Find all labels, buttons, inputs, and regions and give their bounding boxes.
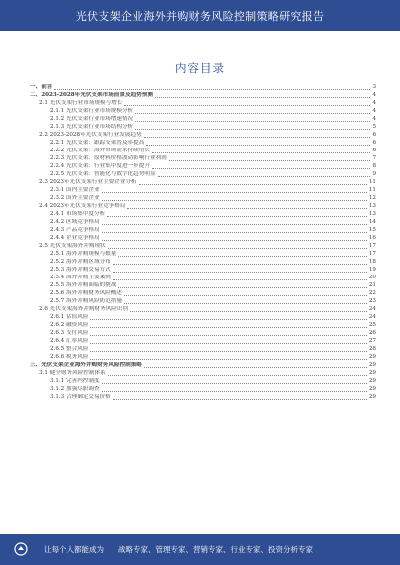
toc-leader-dots xyxy=(135,121,370,122)
table-of-contents xyxy=(30,84,376,402)
toc-entry-page: 25 xyxy=(368,322,376,329)
toc-entry-page: 28 xyxy=(368,345,376,352)
toc-entry-page: 6 xyxy=(372,131,376,138)
toc-entry-label: 2.1 光伏支架行业市场规模与增长 xyxy=(39,99,123,106)
toc-entry-label: 2.6.1 估值风险 xyxy=(50,314,89,321)
toc-entry-label: 2.3.2 国外主要企业 xyxy=(50,195,100,202)
toc-leader-dots xyxy=(102,391,367,392)
toc-entry-label: 2.6.4 汇率风险 xyxy=(50,338,89,344)
toc-entry[interactable] xyxy=(30,171,376,179)
toc-leader-dots xyxy=(118,287,367,288)
toc-entry-label: 三、光伏支架企业海外并购财务风险控制策略 xyxy=(30,361,142,368)
toc-entry-page: 12 xyxy=(368,195,376,202)
toc-heading: 内容目录 xyxy=(175,61,225,75)
toc-entry[interactable] xyxy=(30,282,376,290)
toc-entry-label: 3.1.2 加强尽职调查 xyxy=(50,385,100,392)
toc-leader-dots xyxy=(90,319,366,320)
toc-entry[interactable] xyxy=(30,354,376,362)
toc-entry[interactable] xyxy=(30,298,376,306)
toc-entry-page: 4 xyxy=(372,99,376,106)
toc-entry-page: 5 xyxy=(372,123,376,130)
toc-entry-label: 2.5.4 海外并购主要案例 xyxy=(50,274,111,281)
toc-entry-label: 2.2.4 光伏支架：行业集中度进一步提升 xyxy=(50,163,150,170)
toc-entry-page: 24 xyxy=(368,306,376,313)
toc-leader-dots xyxy=(113,264,367,265)
toc-entry-page: 29 xyxy=(368,369,376,376)
toc-entry[interactable] xyxy=(30,267,376,275)
toc-entry-page: 16 xyxy=(368,234,376,241)
toc-leader-dots xyxy=(152,168,371,169)
toc-entry-page: 22 xyxy=(368,290,376,297)
toc-entry-label: 2.6 光伏支架海外并购财务风险识别 xyxy=(39,306,128,313)
toc-entry-label: 2.3 2023年光伏支架行业主要企业分析 xyxy=(39,179,137,186)
toc-entry-label: 2.5.2 海外并购区域分布 xyxy=(50,258,111,265)
toc-entry-label: 2.4.2 区域竞争格局 xyxy=(50,218,100,225)
toc-entry-label: 二、2023-2028年光伏支架市场前景及趋势预测 xyxy=(30,91,153,98)
report-footer-bar xyxy=(0,534,400,565)
toc-entry-label: 2.4.4 企业竞争格局 xyxy=(50,234,100,241)
toc-leader-dots xyxy=(158,176,371,177)
toc-entry-label: 3.1 健全财务风险控制体系 xyxy=(39,369,106,376)
toc-entry[interactable] xyxy=(30,140,376,148)
toc-entry[interactable] xyxy=(30,290,376,298)
toc-entry-label: 2.1.2 光伏支架行业市场增速情况 xyxy=(50,115,134,122)
toc-entry-label: 2.2 2023-2028年光伏支架行业发展趋势 xyxy=(39,131,142,138)
toc-leader-dots xyxy=(102,224,367,225)
toc-entry-page: 8 xyxy=(372,163,376,170)
toc-entry-page: 17 xyxy=(368,250,376,257)
toc-leader-dots xyxy=(102,232,367,233)
toc-leader-dots xyxy=(155,97,370,98)
toc-entry[interactable] xyxy=(30,378,376,386)
toc-entry-page: 29 xyxy=(368,377,376,384)
toc-entry[interactable] xyxy=(30,394,376,402)
toc-entry-label: 2.5.5 海外并购面临的挑战 xyxy=(50,282,117,289)
toc-entry-page: 29 xyxy=(368,385,376,392)
toc-leader-dots xyxy=(127,208,366,209)
toc-entry[interactable] xyxy=(30,203,376,211)
toc-entry[interactable] xyxy=(30,346,376,354)
toc-leader-dots xyxy=(102,200,367,201)
toc-entry-label: 2.5 光伏支架海外并购现状 xyxy=(39,242,106,249)
toc-leader-dots xyxy=(90,327,366,328)
toc-entry[interactable] xyxy=(30,362,376,370)
toc-entry-page: 24 xyxy=(368,314,376,321)
toc-entry[interactable] xyxy=(30,306,376,314)
toc-leader-dots xyxy=(102,383,367,384)
toc-entry[interactable] xyxy=(30,92,376,100)
toc-entry-page: 9 xyxy=(372,171,376,178)
toc-entry-label: 2.6.5 整合风险 xyxy=(50,345,89,352)
footer-tags: 战略专家、管理专家、营销专家、行业专家、投资分析专家 xyxy=(118,545,313,554)
toc-entry-label: 2.5.7 海外并购风险防范措施 xyxy=(50,298,122,305)
toc-entry-page: 18 xyxy=(368,258,376,265)
toc-entry[interactable] xyxy=(30,108,376,116)
toc-entry[interactable] xyxy=(30,179,376,187)
toc-leader-dots xyxy=(113,272,367,273)
toc-entry-label: 2.4 2023年光伏支架行业竞争格局 xyxy=(39,203,126,210)
report-header-bar xyxy=(0,0,400,31)
toc-entry[interactable] xyxy=(30,251,376,259)
toc-entry-page: 29 xyxy=(368,393,376,400)
toc-leader-dots xyxy=(152,152,371,153)
toc-entry-page: 13 xyxy=(368,211,376,217)
toc-entry-page: 20 xyxy=(368,274,376,281)
toc-entry-label: 2.5.6 海外并购财务风险概述 xyxy=(50,290,122,297)
toc-leader-dots xyxy=(124,105,370,106)
toc-entry[interactable] xyxy=(30,84,376,92)
toc-entry-page: 26 xyxy=(368,330,376,337)
toc-entry[interactable] xyxy=(30,275,376,283)
toc-entry[interactable] xyxy=(30,330,376,338)
toc-entry-page: 13 xyxy=(368,203,376,210)
toc-leader-dots xyxy=(102,240,367,241)
toc-entry-label: 2.2.5 光伏支架：智能化与数字化趋势明显 xyxy=(50,171,156,178)
toc-entry-page: 4 xyxy=(372,91,376,98)
toc-entry-page: 29 xyxy=(368,361,376,368)
toc-entry-page: 6 xyxy=(372,139,376,146)
toc-entry[interactable] xyxy=(30,195,376,203)
toc-entry[interactable] xyxy=(30,100,376,108)
toc-leader-dots xyxy=(90,335,366,336)
toc-leader-dots xyxy=(146,145,370,146)
toc-leader-dots xyxy=(135,129,370,130)
toc-leader-dots xyxy=(107,216,367,217)
toc-leader-dots xyxy=(135,113,370,114)
toc-entry-label: 2.1.3 光伏支架行业市场结构分析 xyxy=(50,123,134,130)
toc-entry-label: 2.2.2 光伏支架：海外市场需求持续增长 xyxy=(50,147,150,154)
toc-entry[interactable] xyxy=(30,235,376,243)
toc-leader-dots xyxy=(113,279,367,280)
toc-leader-dots xyxy=(130,311,367,312)
toc-leader-dots xyxy=(124,295,367,296)
toc-entry[interactable] xyxy=(30,148,376,156)
toc-entry[interactable] xyxy=(30,243,376,251)
toc-entry-page: 7 xyxy=(372,155,376,162)
toc-entry-page: 27 xyxy=(368,338,376,344)
toc-entry[interactable] xyxy=(30,211,376,219)
toc-entry[interactable] xyxy=(30,155,376,163)
brand-logo-icon xyxy=(14,542,28,556)
toc-leader-dots xyxy=(90,343,366,344)
toc-leader-dots xyxy=(102,192,367,193)
toc-entry-page: 6 xyxy=(372,147,376,154)
toc-entry[interactable] xyxy=(30,132,376,140)
toc-entry[interactable] xyxy=(30,187,376,195)
toc-leader-dots xyxy=(54,89,370,90)
toc-entry[interactable] xyxy=(30,338,376,346)
toc-leader-dots xyxy=(169,160,371,161)
toc-entry[interactable] xyxy=(30,259,376,267)
toc-entry-label: 2.5.3 海外并购交易方式 xyxy=(50,266,111,273)
toc-entry-label: 3.1.1 完善内控制度 xyxy=(50,377,100,384)
toc-entry-label: 一、前言 xyxy=(30,84,53,90)
toc-entry[interactable] xyxy=(30,314,376,322)
toc-entry-page: 17 xyxy=(368,242,376,249)
toc-leader-dots xyxy=(108,375,367,376)
toc-entry-page: 4 xyxy=(372,115,376,122)
toc-entry-label: 2.6.6 税务风险 xyxy=(50,353,89,360)
toc-entry-page: 3 xyxy=(372,84,376,90)
toc-entry-page: 23 xyxy=(368,298,376,305)
toc-entry-label: 2.3.1 国内主要企业 xyxy=(50,187,100,194)
toc-leader-dots xyxy=(144,137,371,138)
toc-entry-page: 11 xyxy=(368,187,376,194)
toc-entry-page: 21 xyxy=(368,282,376,289)
toc-leader-dots xyxy=(139,184,367,185)
toc-leader-dots xyxy=(108,248,367,249)
toc-leader-dots xyxy=(118,256,367,257)
toc-entry-label: 2.2.3 光伏支架：原材料价格波动影响行业利润 xyxy=(50,155,167,162)
toc-entry[interactable] xyxy=(30,124,376,132)
toc-entry-page: 4 xyxy=(372,107,376,114)
toc-entry-page: 11 xyxy=(368,179,376,186)
toc-entry[interactable] xyxy=(30,219,376,227)
toc-leader-dots xyxy=(144,367,367,368)
toc-entry-page: 14 xyxy=(368,218,376,225)
toc-entry[interactable] xyxy=(30,386,376,394)
report-title: 光伏支架企业海外并购财务风险控制策略研究报告 xyxy=(75,9,325,23)
toc-entry-label: 2.1.1 光伏支架行业市场规模分析 xyxy=(50,107,134,114)
toc-entry[interactable] xyxy=(30,322,376,330)
toc-entry-label: 2.6.2 融资风险 xyxy=(50,322,89,329)
toc-entry[interactable] xyxy=(30,163,376,171)
toc-entry-label: 2.4.3 产品竞争格局 xyxy=(50,226,100,233)
toc-entry[interactable] xyxy=(30,116,376,124)
toc-leader-dots xyxy=(113,399,367,400)
toc-entry-label: 3.1.3 合理确定交易价格 xyxy=(50,393,111,400)
toc-leader-dots xyxy=(124,303,367,304)
toc-entry-label: 2.5.1 海外并购规模与数量 xyxy=(50,250,117,257)
toc-leader-dots xyxy=(90,351,366,352)
toc-entry[interactable] xyxy=(30,227,376,235)
toc-entry-label: 2.6.3 支付风险 xyxy=(50,330,89,337)
toc-entry-page: 19 xyxy=(368,266,376,273)
toc-leader-dots xyxy=(90,359,366,360)
toc-entry[interactable] xyxy=(30,370,376,378)
toc-entry-page: 29 xyxy=(368,353,376,360)
toc-entry-page: 15 xyxy=(368,226,376,233)
footer-slogan: 让每个人都能成为 xyxy=(44,545,104,554)
toc-entry-label: 2.4.1 市场集中度分析 xyxy=(50,211,106,217)
toc-entry-label: 2.2.1 光伏支架：跟踪支架普及率提高 xyxy=(50,139,145,146)
